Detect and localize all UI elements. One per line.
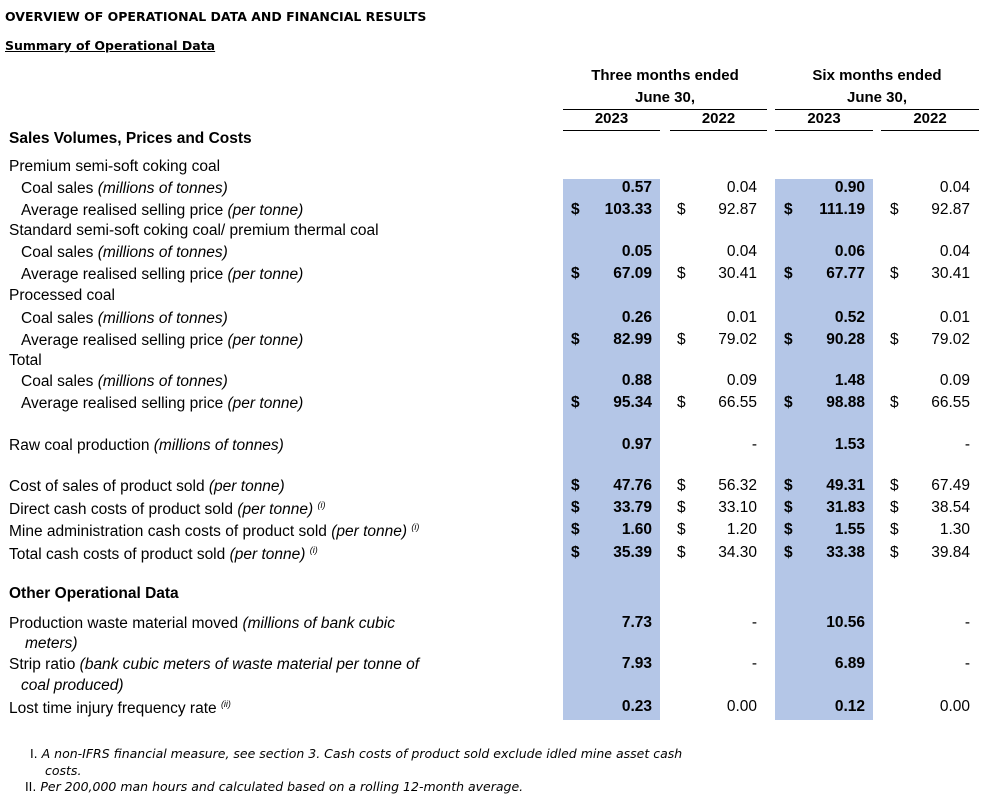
cell-value: 33.38	[826, 544, 865, 561]
cell-value: 0.00	[939, 698, 970, 715]
currency-sign: $	[890, 201, 899, 218]
section-heading-other: Other Operational Data	[9, 585, 179, 602]
footnote-ref: (i)	[309, 545, 318, 555]
row-label-raw-coal: Raw coal production (millions of tonnes)	[9, 437, 284, 454]
cell-value: 67.49	[931, 477, 970, 494]
cell-value: 0.06	[834, 243, 865, 260]
currency-sign: $	[677, 477, 686, 494]
currency-sign: $	[571, 544, 580, 561]
currency-sign: $	[890, 265, 899, 282]
group-label-total: Total	[9, 352, 42, 369]
cell-value: 0.90	[834, 179, 865, 196]
cell-value: 0.97	[621, 436, 652, 453]
cell-value: 33.79	[613, 499, 652, 516]
row-label-direct-cash: Direct cash costs of product sold (per tonne) $^{(i)}$	[9, 500, 326, 518]
currency-sign: $	[890, 477, 899, 494]
cell-value: 66.55	[931, 394, 970, 411]
cell-value: 0.26	[621, 309, 652, 326]
cell-value: -	[964, 614, 970, 631]
cell-value: 31.83	[826, 499, 865, 516]
cell-value: 30.41	[718, 265, 757, 282]
cell-value: -	[964, 436, 970, 453]
currency-sign: $	[890, 521, 899, 538]
cell-value: 6.89	[834, 655, 865, 672]
cell-value: 0.04	[939, 179, 970, 196]
currency-sign: $	[784, 201, 793, 218]
cell-value: 0.05	[621, 243, 652, 260]
cell-value: 49.31	[826, 477, 865, 494]
cell-value: 67.77	[826, 265, 865, 282]
currency-sign: $	[890, 544, 899, 561]
row-label-strip-cont: coal produced)	[21, 677, 124, 694]
currency-sign: $	[677, 201, 686, 218]
cell-value: 1.60	[621, 521, 652, 538]
row-label-cost-of-sales: Cost of sales of product sold (per tonne)	[9, 478, 285, 495]
currency-sign: $	[677, 544, 686, 561]
group-label-processed: Processed coal	[9, 287, 115, 304]
currency-sign: $	[784, 331, 793, 348]
column-header-three-months-date: June 30,	[634, 89, 696, 106]
cell-value: 10.56	[826, 614, 865, 631]
group-label-standard: Standard semi-soft coking coal/ premium thermal coal	[9, 222, 379, 239]
currency-sign: $	[784, 499, 793, 516]
cell-value: 30.41	[931, 265, 970, 282]
currency-sign: $	[571, 521, 580, 538]
footnote-ref: (i)	[411, 522, 420, 532]
cell-value: 98.88	[826, 394, 865, 411]
row-label-waste: Production waste material moved (millions of bank cubic	[9, 615, 395, 632]
cell-value: 67.09	[613, 265, 652, 282]
year-rule	[775, 130, 873, 131]
cell-value: 1.30	[939, 521, 970, 538]
year-header: 2022	[701, 110, 736, 127]
cell-value: -	[751, 655, 757, 672]
cell-value: 0.04	[726, 243, 757, 260]
footnote-ref: (ii)	[220, 699, 231, 709]
cell-value: 95.34	[613, 394, 652, 411]
row-label-avg-price: Average realised selling price (per tonne)	[21, 266, 304, 283]
cell-value: 66.55	[718, 394, 757, 411]
year-rule	[881, 130, 979, 131]
cell-value: -	[751, 614, 757, 631]
cell-value: 7.73	[621, 614, 652, 631]
cell-value: 38.54	[931, 499, 970, 516]
currency-sign: $	[677, 394, 686, 411]
cell-value: 79.02	[931, 331, 970, 348]
footnote-ref: (i)	[317, 500, 326, 510]
row-label-ltifr: Lost time injury frequency rate $^{(ii)}$	[9, 699, 231, 717]
group-label-premium: Premium semi-soft coking coal	[9, 158, 221, 175]
row-label-strip: Strip ratio (bank cubic meters of waste material per tonne of	[9, 656, 420, 673]
currency-sign: $	[784, 265, 793, 282]
cell-value: 103.33	[604, 201, 652, 218]
cell-value: 1.20	[726, 521, 757, 538]
cell-value: 0.88	[621, 372, 652, 389]
cell-value: 1.53	[834, 436, 865, 453]
row-label-avg-price: Average realised selling price (per tonne)	[21, 202, 304, 219]
currency-sign: $	[571, 394, 580, 411]
cell-value: 7.93	[621, 655, 652, 672]
cell-value: 1.48	[834, 372, 865, 389]
year-header: 2023	[594, 110, 629, 127]
cell-value: 56.32	[718, 477, 757, 494]
section-subtitle: Summary of Operational Data	[5, 38, 216, 53]
cell-value: 0.12	[834, 698, 865, 715]
cell-value: 39.84	[931, 544, 970, 561]
row-label-avg-price: Average realised selling price (per tonne)	[21, 395, 304, 412]
currency-sign: $	[571, 499, 580, 516]
row-label-waste-cont: meters)	[25, 635, 78, 652]
cell-value: 33.10	[718, 499, 757, 516]
currency-sign: $	[677, 265, 686, 282]
row-label-mine-admin: Mine administration cash costs of product sold (per tonne) $^{(i)}$	[9, 522, 420, 540]
currency-sign: $	[571, 265, 580, 282]
page-title: OVERVIEW OF OPERATIONAL DATA AND FINANCIAL RESULTS	[5, 9, 427, 24]
cell-value: 90.28	[826, 331, 865, 348]
currency-sign: $	[677, 331, 686, 348]
currency-sign: $	[784, 544, 793, 561]
cell-value: 0.01	[726, 309, 757, 326]
row-label-coal-sales: Coal sales (millions of tonnes)	[21, 310, 228, 327]
cell-value: 0.04	[939, 243, 970, 260]
footnote-i-cont: costs.	[45, 763, 82, 778]
cell-value: 1.55	[834, 521, 865, 538]
cell-value: 79.02	[718, 331, 757, 348]
row-label-coal-sales: Coal sales (millions of tonnes)	[21, 244, 228, 261]
cell-value: 47.76	[613, 477, 652, 494]
cell-value: 92.87	[931, 201, 970, 218]
row-label-coal-sales: Coal sales (millions of tonnes)	[21, 373, 228, 390]
cell-value: -	[751, 436, 757, 453]
cell-value: 35.39	[613, 544, 652, 561]
row-label-coal-sales: Coal sales (millions of tonnes)	[21, 180, 228, 197]
currency-sign: $	[677, 499, 686, 516]
cell-value: 111.19	[819, 201, 865, 218]
currency-sign: $	[890, 331, 899, 348]
column-header-six-months-date: June 30,	[846, 89, 908, 106]
cell-value: 0.09	[726, 372, 757, 389]
column-header-three-months: Three months ended	[591, 67, 739, 84]
cell-value: 0.00	[726, 698, 757, 715]
currency-sign: $	[784, 521, 793, 538]
cell-value: 0.04	[726, 179, 757, 196]
footnote-ii: II. Per 200,000 man hours and calculated based on a rolling 12-month average.	[25, 779, 524, 794]
currency-sign: $	[784, 477, 793, 494]
currency-sign: $	[784, 394, 793, 411]
year-header: 2023	[807, 110, 841, 127]
currency-sign: $	[571, 477, 580, 494]
section-heading-sales: Sales Volumes, Prices and Costs	[9, 130, 252, 147]
currency-sign: $	[571, 331, 580, 348]
column-header-six-months: Six months ended	[812, 67, 942, 84]
currency-sign: $	[677, 521, 686, 538]
currency-sign: $	[890, 394, 899, 411]
cell-value: 0.57	[621, 179, 652, 196]
footnote-i: I. A non-IFRS financial measure, see section 3. Cash costs of product sold exclude idled mine asset cash	[30, 746, 683, 761]
year-rule	[670, 130, 767, 131]
cell-value: 0.52	[834, 309, 865, 326]
row-label-avg-price: Average realised selling price (per tonne)	[21, 332, 304, 349]
year-header: 2022	[913, 110, 947, 127]
cell-value: 92.87	[718, 201, 757, 218]
row-label-total-cash: Total cash costs of product sold (per tonne) $^{(i)}$	[9, 545, 318, 563]
cell-value: 0.09	[939, 372, 970, 389]
cell-value: 82.99	[613, 331, 652, 348]
cell-value: -	[964, 655, 970, 672]
currency-sign: $	[890, 499, 899, 516]
cell-value: 0.01	[939, 309, 970, 326]
currency-sign: $	[571, 201, 580, 218]
cell-value: 34.30	[718, 544, 757, 561]
year-rule	[563, 130, 660, 131]
cell-value: 0.23	[621, 698, 652, 715]
